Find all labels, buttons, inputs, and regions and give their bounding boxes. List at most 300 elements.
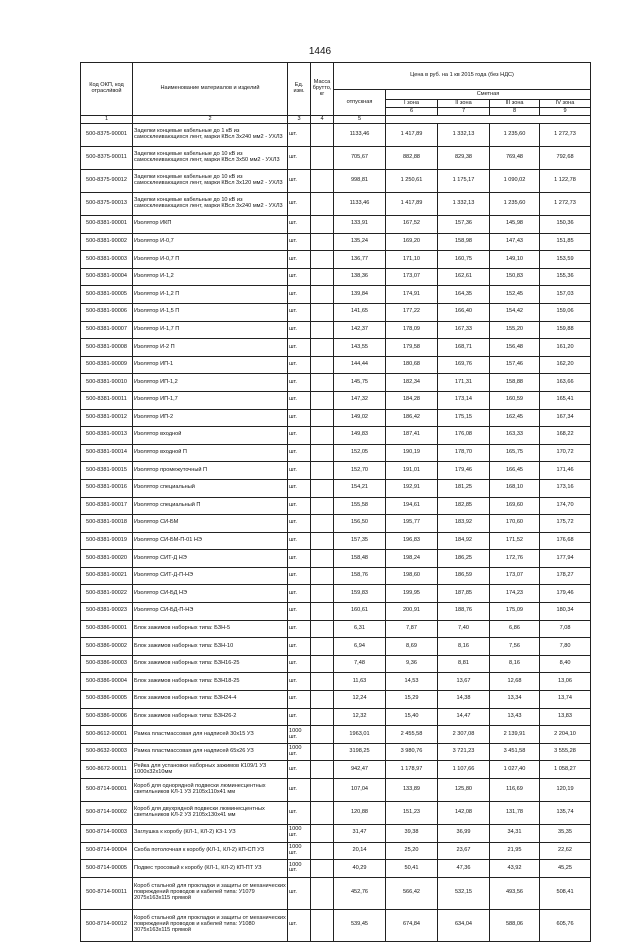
row-zone2-price: 164,35 (438, 286, 490, 304)
row-name: Заделки концевые кабельные до 10 кВ из самосклеивающихся лент, марки КВсл 3х50 мм2 - УХЛ3 (133, 147, 288, 170)
row-name: Изолятор СИ-БМ (133, 515, 288, 533)
row-zone2-price: 181,25 (438, 479, 490, 497)
row-mass (311, 303, 334, 321)
table-row (81, 193, 591, 216)
row-release-price: 147,32 (334, 391, 386, 409)
row-release-price: 11,63 (334, 673, 386, 691)
row-name: Изолятор ИП-1,7 (133, 391, 288, 409)
row-unit: шт. (288, 585, 311, 603)
row-mass (311, 909, 334, 941)
row-unit: 1000 шт. (288, 842, 311, 860)
row-code: 500-8381-90013 (81, 427, 133, 445)
row-zone2-price: 7,40 (438, 620, 490, 638)
row-name: Блок зажимов наборных типа: БЗН18-25 (133, 673, 288, 691)
table-row (81, 124, 591, 147)
row-name: Изолятор входной П (133, 444, 288, 462)
table-row (81, 391, 591, 409)
row-zone3-price: 493,56 (490, 877, 540, 909)
row-zone4-price: 174,70 (540, 497, 591, 515)
row-name: Короб для двухрядной подвески люминесцентных светильников КЛ-2 УЗ 2105х130х41 мм (133, 802, 288, 825)
row-release-price: 12,32 (334, 708, 386, 726)
row-code: 500-8714-90004 (81, 842, 133, 860)
row-unit: шт. (288, 462, 311, 480)
row-release-price: 1133,46 (334, 124, 386, 147)
row-mass (311, 193, 334, 216)
row-name: Изолятор И-0,7 П (133, 251, 288, 269)
header-name: Наименование материалов и изделий (133, 63, 288, 116)
row-name: Изолятор специальный П (133, 497, 288, 515)
table-row (81, 877, 591, 909)
row-zone1-price: 169,20 (386, 233, 438, 251)
row-mass (311, 170, 334, 193)
header-estimate: Сметная (386, 90, 591, 100)
row-release-price: 157,35 (334, 532, 386, 550)
row-unit: шт. (288, 268, 311, 286)
row-unit: шт. (288, 673, 311, 691)
row-unit: шт. (288, 339, 311, 357)
row-unit: шт. (288, 303, 311, 321)
header-unit: Ед. изм. (288, 63, 311, 116)
row-zone3-price: 163,33 (490, 427, 540, 445)
row-release-price: 7,48 (334, 655, 386, 673)
row-unit: шт. (288, 427, 311, 445)
row-zone4-price: 13,06 (540, 673, 591, 691)
row-release-price: 6,31 (334, 620, 386, 638)
row-zone3-price: 175,09 (490, 603, 540, 621)
row-name: Изолятор ИКП (133, 216, 288, 234)
row-unit: шт. (288, 532, 311, 550)
row-code: 500-8714-90002 (81, 802, 133, 825)
table-row (81, 638, 591, 656)
row-zone1-price: 196,83 (386, 532, 438, 550)
row-zone2-price: 176,08 (438, 427, 490, 445)
row-zone1-price: 178,09 (386, 321, 438, 339)
price-table (80, 62, 591, 942)
row-zone3-price: 147,43 (490, 233, 540, 251)
row-zone2-price: 14,47 (438, 708, 490, 726)
row-code: 500-8381-90005 (81, 286, 133, 304)
row-unit: шт. (288, 193, 311, 216)
row-zone2-price: 179,46 (438, 462, 490, 480)
row-mass (311, 497, 334, 515)
row-mass (311, 638, 334, 656)
row-release-price: 942,47 (334, 761, 386, 779)
row-zone3-price: 173,07 (490, 567, 540, 585)
table-row (81, 321, 591, 339)
row-zone3-price: 172,76 (490, 550, 540, 568)
row-zone2-price: 188,76 (438, 603, 490, 621)
table-row (81, 673, 591, 691)
table-row (81, 726, 591, 744)
row-zone2-price: 1 332,13 (438, 124, 490, 147)
row-unit: шт. (288, 409, 311, 427)
row-code: 500-8381-90018 (81, 515, 133, 533)
row-name: Короб стальной для прокладки и защиты от механических повреждений проводов и кабелей типа: У1079 2075х163х115 прямой (133, 877, 288, 909)
row-zone3-price: 13,43 (490, 708, 540, 726)
row-mass (311, 268, 334, 286)
row-release-price: 31,47 (334, 825, 386, 843)
row-zone1-price: 182,34 (386, 374, 438, 392)
row-unit: шт. (288, 655, 311, 673)
row-zone4-price: 153,59 (540, 251, 591, 269)
row-zone2-price: 171,31 (438, 374, 490, 392)
row-mass (311, 620, 334, 638)
row-zone4-price: 508,41 (540, 877, 591, 909)
row-unit: шт. (288, 497, 311, 515)
col-number: 2 (133, 116, 288, 124)
row-zone4-price: 165,41 (540, 391, 591, 409)
row-mass (311, 779, 334, 802)
row-zone2-price: 3 721,23 (438, 743, 490, 761)
row-zone2-price: 2 307,08 (438, 726, 490, 744)
row-unit: 1000 шт. (288, 825, 311, 843)
row-zone1-price: 180,68 (386, 356, 438, 374)
row-zone2-price: 160,75 (438, 251, 490, 269)
row-release-price: 998,81 (334, 170, 386, 193)
row-release-price: 705,67 (334, 147, 386, 170)
row-zone2-price: 14,38 (438, 691, 490, 709)
row-zone1-price: 191,01 (386, 462, 438, 480)
row-mass (311, 726, 334, 744)
row-zone2-price: 1 107,66 (438, 761, 490, 779)
table-row (81, 147, 591, 170)
row-mass (311, 655, 334, 673)
row-name: Скоба потолочная к коробу (КЛ-1, КЛ-2) КП-СП УЗ (133, 842, 288, 860)
row-zone1-price: 195,77 (386, 515, 438, 533)
row-unit: шт. (288, 909, 311, 941)
row-mass (311, 825, 334, 843)
row-unit: шт. (288, 321, 311, 339)
row-zone3-price: 174,23 (490, 585, 540, 603)
row-zone2-price: 182,85 (438, 497, 490, 515)
row-unit: шт. (288, 877, 311, 909)
row-zone4-price: 161,20 (540, 339, 591, 357)
row-unit: шт. (288, 444, 311, 462)
row-release-price: 159,83 (334, 585, 386, 603)
row-zone1-price: 151,23 (386, 802, 438, 825)
row-zone3-price: 145,98 (490, 216, 540, 234)
row-zone4-price: 180,34 (540, 603, 591, 621)
row-zone1-price: 39,38 (386, 825, 438, 843)
row-zone4-price: 2 204,10 (540, 726, 591, 744)
row-zone1-price: 198,24 (386, 550, 438, 568)
row-zone1-price: 674,84 (386, 909, 438, 941)
row-zone4-price: 8,40 (540, 655, 591, 673)
row-zone4-price: 135,74 (540, 802, 591, 825)
row-mass (311, 532, 334, 550)
row-zone3-price: 154,42 (490, 303, 540, 321)
row-code: 500-8381-90014 (81, 444, 133, 462)
row-zone3-price: 43,92 (490, 860, 540, 878)
row-release-price: 539,45 (334, 909, 386, 941)
row-mass (311, 842, 334, 860)
row-name: Короб стальной для прокладки и защиты от механических повреждений проводов и кабелей типа: У1080 3075х163х115 прямой (133, 909, 288, 941)
row-code: 500-8381-90006 (81, 303, 133, 321)
table-row (81, 779, 591, 802)
row-zone4-price: 155,36 (540, 268, 591, 286)
row-release-price: 160,61 (334, 603, 386, 621)
row-unit: шт. (288, 620, 311, 638)
row-zone3-price: 157,46 (490, 356, 540, 374)
row-zone3-price: 149,10 (490, 251, 540, 269)
row-zone3-price: 162,45 (490, 409, 540, 427)
row-zone1-price: 9,36 (386, 655, 438, 673)
row-zone2-price: 173,14 (438, 391, 490, 409)
row-zone3-price: 12,68 (490, 673, 540, 691)
row-zone4-price: 168,22 (540, 427, 591, 445)
row-release-price: 1963,01 (334, 726, 386, 744)
row-name: Подвес тросовый к коробу (КЛ-1, КЛ-2) КП-ПТ УЗ (133, 860, 288, 878)
row-zone3-price: 1 235,60 (490, 193, 540, 216)
row-unit: шт. (288, 391, 311, 409)
row-name: Рейка для установки наборных зажимов К109/1 УЗ 1000х32х10мм (133, 761, 288, 779)
row-zone4-price: 170,72 (540, 444, 591, 462)
row-mass (311, 251, 334, 269)
row-unit: шт. (288, 251, 311, 269)
row-mass (311, 479, 334, 497)
row-mass (311, 550, 334, 568)
row-zone2-price: 1 332,13 (438, 193, 490, 216)
row-zone4-price: 150,36 (540, 216, 591, 234)
table-row (81, 620, 591, 638)
row-zone3-price: 155,20 (490, 321, 540, 339)
table-row (81, 825, 591, 843)
row-zone3-price: 21,95 (490, 842, 540, 860)
row-zone1-price: 1 178,97 (386, 761, 438, 779)
row-zone1-price: 199,95 (386, 585, 438, 603)
row-name: Рамка пластмассовая для надписей 30х15 УЗ (133, 726, 288, 744)
row-name: Изолятор И-1,2 (133, 268, 288, 286)
row-zone3-price: 8,16 (490, 655, 540, 673)
row-release-price: 142,37 (334, 321, 386, 339)
row-mass (311, 147, 334, 170)
table-row (81, 655, 591, 673)
row-zone3-price: 150,83 (490, 268, 540, 286)
row-zone1-price: 167,52 (386, 216, 438, 234)
row-code: 500-8381-90001 (81, 216, 133, 234)
header-zone2: II зона (438, 100, 490, 108)
header-release: отпускная (334, 90, 386, 116)
col-number: 4 (311, 116, 334, 124)
row-name: Заделки концевые кабельные до 10 кВ из самосклеивающихся лент, марки КВсл 3х120 мм2 - УХЛ3 (133, 170, 288, 193)
row-zone1-price: 50,41 (386, 860, 438, 878)
row-code: 500-8386-90002 (81, 638, 133, 656)
row-zone1-price: 192,91 (386, 479, 438, 497)
row-mass (311, 673, 334, 691)
row-zone2-price: 183,92 (438, 515, 490, 533)
row-zone2-price: 162,61 (438, 268, 490, 286)
table-row (81, 216, 591, 234)
row-zone1-price: 171,10 (386, 251, 438, 269)
row-zone1-price: 566,42 (386, 877, 438, 909)
row-zone4-price: 7,80 (540, 638, 591, 656)
row-mass (311, 286, 334, 304)
row-code: 500-8381-90004 (81, 268, 133, 286)
row-release-price: 156,50 (334, 515, 386, 533)
row-zone4-price: 177,94 (540, 550, 591, 568)
table-row (81, 268, 591, 286)
row-unit: 1000 шт. (288, 860, 311, 878)
row-mass (311, 877, 334, 909)
row-code: 500-8632-90003 (81, 743, 133, 761)
row-release-price: 107,04 (334, 779, 386, 802)
row-zone4-price: 163,66 (540, 374, 591, 392)
table-row (81, 743, 591, 761)
row-unit: шт. (288, 691, 311, 709)
table-body (81, 124, 591, 942)
row-code: 500-8381-90021 (81, 567, 133, 585)
row-zone3-price: 7,56 (490, 638, 540, 656)
row-code: 500-8381-90016 (81, 479, 133, 497)
header-mass: Масса брутто, кг (311, 63, 334, 116)
row-release-price: 136,77 (334, 251, 386, 269)
row-name: Изолятор И-1,2 П (133, 286, 288, 304)
row-code: 500-8386-90001 (81, 620, 133, 638)
row-release-price: 152,70 (334, 462, 386, 480)
row-zone2-price: 532,15 (438, 877, 490, 909)
row-code: 500-8375-90011 (81, 147, 133, 170)
row-name: Изолятор входной (133, 427, 288, 445)
row-zone2-price: 158,98 (438, 233, 490, 251)
row-zone4-price: 22,62 (540, 842, 591, 860)
col-number: 3 (288, 116, 311, 124)
row-mass (311, 515, 334, 533)
row-release-price: 149,83 (334, 427, 386, 445)
row-zone4-price: 792,68 (540, 147, 591, 170)
row-code: 500-8386-90005 (81, 691, 133, 709)
table-row (81, 409, 591, 427)
row-code: 500-8381-90009 (81, 356, 133, 374)
row-zone3-price: 3 451,58 (490, 743, 540, 761)
row-zone2-price: 8,81 (438, 655, 490, 673)
row-name: Изолятор И-2 П (133, 339, 288, 357)
row-name: Заделки концевые кабельные до 1 кВ из самосклеивающихся лент, марки КВсл 3х240 мм2 - УХЛ3 (133, 124, 288, 147)
row-name: Изолятор СИТ-Д-П-НЭ (133, 567, 288, 585)
row-unit: шт. (288, 479, 311, 497)
row-unit: шт. (288, 779, 311, 802)
row-code: 500-8381-90003 (81, 251, 133, 269)
row-mass (311, 374, 334, 392)
row-zone3-price: 2 139,91 (490, 726, 540, 744)
row-mass (311, 233, 334, 251)
row-release-price: 3198,25 (334, 743, 386, 761)
row-zone2-price: 8,16 (438, 638, 490, 656)
row-zone2-price: 186,59 (438, 567, 490, 585)
row-release-price: 145,75 (334, 374, 386, 392)
row-mass (311, 691, 334, 709)
row-name: Изолятор И-1,5 П (133, 303, 288, 321)
row-code: 500-8381-90020 (81, 550, 133, 568)
row-code: 500-8381-90010 (81, 374, 133, 392)
row-zone3-price: 156,48 (490, 339, 540, 357)
row-zone4-price: 45,25 (540, 860, 591, 878)
row-code: 500-8612-90001 (81, 726, 133, 744)
row-zone1-price: 173,07 (386, 268, 438, 286)
table-row (81, 356, 591, 374)
row-unit: шт. (288, 374, 311, 392)
row-zone1-price: 200,91 (386, 603, 438, 621)
header-price-title: Цена в руб. на 1 кв 2015 года (без НДС) (334, 63, 591, 90)
row-zone2-price: 178,70 (438, 444, 490, 462)
table-row (81, 691, 591, 709)
row-name: Изолятор ИП-1 (133, 356, 288, 374)
row-zone3-price: 158,88 (490, 374, 540, 392)
row-zone2-price: 184,92 (438, 532, 490, 550)
row-code: 500-8714-90005 (81, 860, 133, 878)
row-unit: шт. (288, 603, 311, 621)
row-zone1-price: 7,87 (386, 620, 438, 638)
row-name: Изолятор СИ-БД НЭ (133, 585, 288, 603)
row-release-price: 141,65 (334, 303, 386, 321)
table-row (81, 550, 591, 568)
row-code: 500-8381-90022 (81, 585, 133, 603)
row-zone4-price: 1 272,73 (540, 193, 591, 216)
row-zone1-price: 198,60 (386, 567, 438, 585)
col-number-spacer (386, 116, 591, 124)
row-zone4-price: 175,72 (540, 515, 591, 533)
row-release-price: 152,05 (334, 444, 386, 462)
row-name: Изолятор промежуточный П (133, 462, 288, 480)
row-zone1-price: 179,58 (386, 339, 438, 357)
table-row (81, 515, 591, 533)
row-mass (311, 567, 334, 585)
row-release-price: 20,14 (334, 842, 386, 860)
row-name: Блок зажимов наборных типа: БЗН-10 (133, 638, 288, 656)
row-code: 500-8381-90008 (81, 339, 133, 357)
table-row (81, 532, 591, 550)
row-mass (311, 391, 334, 409)
row-zone3-price: 131,78 (490, 802, 540, 825)
row-zone2-price: 167,33 (438, 321, 490, 339)
table-row (81, 567, 591, 585)
table-row (81, 444, 591, 462)
row-code: 500-8381-90015 (81, 462, 133, 480)
table-row (81, 497, 591, 515)
row-zone1-price: 184,28 (386, 391, 438, 409)
table-row (81, 427, 591, 445)
row-name: Рамка пластмассовая для надписей 65х26 УЗ (133, 743, 288, 761)
row-release-price: 158,76 (334, 567, 386, 585)
row-unit: шт. (288, 550, 311, 568)
row-zone2-price: 125,80 (438, 779, 490, 802)
row-code: 500-8386-90003 (81, 655, 133, 673)
header-zone1: I зона (386, 100, 438, 108)
row-zone4-price: 7,08 (540, 620, 591, 638)
row-code: 500-8714-90012 (81, 909, 133, 941)
table-row (81, 339, 591, 357)
row-zone3-price: 165,75 (490, 444, 540, 462)
table-row (81, 585, 591, 603)
row-unit: шт. (288, 170, 311, 193)
row-release-price: 149,02 (334, 409, 386, 427)
row-zone4-price: 3 555,28 (540, 743, 591, 761)
row-unit: шт. (288, 356, 311, 374)
row-zone3-price: 152,45 (490, 286, 540, 304)
row-zone1-price: 15,40 (386, 708, 438, 726)
row-name: Изолятор ИП-2 (133, 409, 288, 427)
row-name: Изолятор специальный (133, 479, 288, 497)
row-zone3-price: 1 027,40 (490, 761, 540, 779)
row-mass (311, 339, 334, 357)
table-row (81, 170, 591, 193)
row-unit: 1000 шт. (288, 743, 311, 761)
col-number: 5 (334, 116, 386, 124)
row-zone4-price: 162,20 (540, 356, 591, 374)
row-zone4-price: 176,68 (540, 532, 591, 550)
row-mass (311, 409, 334, 427)
row-mass (311, 321, 334, 339)
row-unit: 1000 шт. (288, 726, 311, 744)
